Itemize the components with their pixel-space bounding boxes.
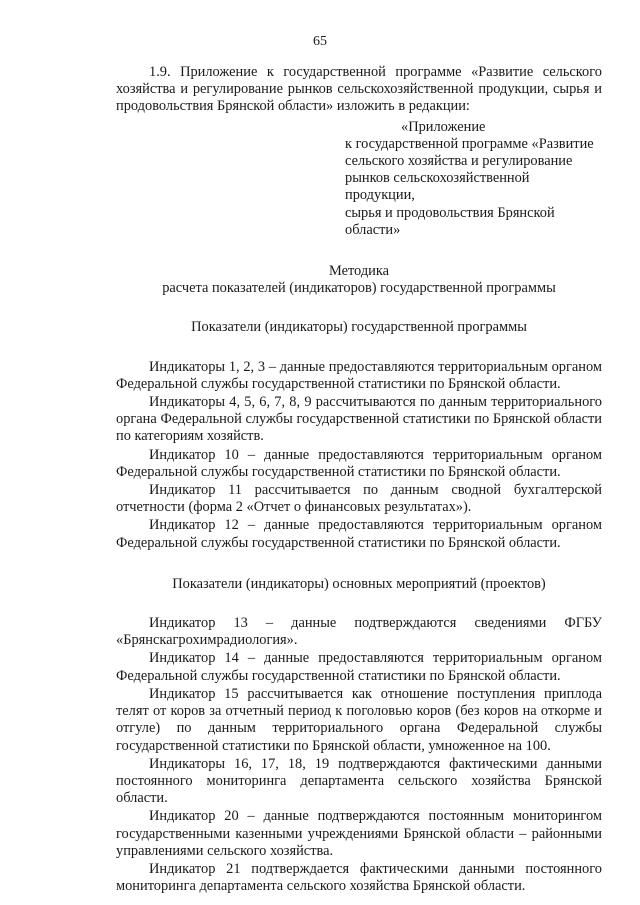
indicator-paragraph: Индикатор 21 подтверждается фактическими данными постоянного мониторинга департамента сельского хозяйства Брянской области. [116,860,602,895]
appendix-header-line: сырья и продовольствия Брянской области» [345,204,555,238]
indicator-paragraph: Индикаторы 16, 17, 18, 19 подтверждаются фактическими данными постоянного мониторинга департамента сельского хозяйства Брянской области. [116,755,602,807]
indicator-paragraph: Индикатор 10 – данные предоставляются территориальным органом Федеральной службы государственной статистики по Брянской области. [116,446,602,480]
document-body [116,64,602,895]
indicator-paragraph: Индикатор 11 рассчитывается по данным сводной бухгалтерской отчетности (форма 2 «Отчет о финансовых результатах»). [116,482,602,516]
appendix-header-line: рынков сельскохозяйственной продукции, [345,170,530,204]
section-heading-program-indicators: Показатели (индикаторы) государственной программы [191,319,527,336]
appendix-header-line: сельского хозяйства и регулирование [345,153,573,170]
indicator-paragraph: Индикатор 20 – данные подтверждаются постоянным мониторингом государственными казенными учреждениями Брянской области – районными управлениями сельского хозяйства. [116,808,602,859]
indicator-paragraph: Индикатор 15 рассчитывается как отношение поступления приплода телят от коров за отчетный период к поголовью коров (без коров на откорме и отгуле) по данным территориального органа Федеральной службы государственной статистики по Брянской области, умноженное на 100. [116,685,602,754]
indicator-paragraph: Индикатор 12 – данные предоставляются территориальным органом Федеральной службы государственной статистики по Брянской области. [116,517,602,551]
methodology-title: Методика [328,263,390,280]
methodology-subtitle: расчета показателей (индикаторов) государственной программы [162,280,556,297]
indicator-paragraph: Индикаторы 1, 2, 3 – данные предоставляются территориальным органом Федеральной службы государственной статистики по Брянской области. [116,358,602,392]
appendix-header [345,119,602,239]
appendix-header-line: «Приложение [401,118,486,135]
section-heading-main-activities: Показатели (индикаторы) основных мероприятий (проектов) [172,575,546,592]
indicator-paragraph: Индикатор 13 – данные подтверждаются сведениями ФГБУ «Брянскагрохимрадиология». [116,615,602,649]
appendix-header-line: к государственной программе «Развитие [345,135,594,152]
page-number: 65 [313,34,327,49]
indicator-paragraph: Индикаторы 4, 5, 6, 7, 8, 9 рассчитываются по данным территориального органа Федеральной службы государственной статистики по Брянской области по категориям хозяйств. [116,394,602,445]
indicator-paragraph: Индикатор 14 – данные предоставляются территориальным органом Федеральной службы государственной статистики по Брянской области. [116,650,602,684]
intro-paragraph: 1.9. Приложение к государственной программе «Развитие сельского хозяйства и регулирование рынков сельскохозяйственной продукции, сырья и продовольствия Брянской области» изложить в редакции: [116,64,602,115]
